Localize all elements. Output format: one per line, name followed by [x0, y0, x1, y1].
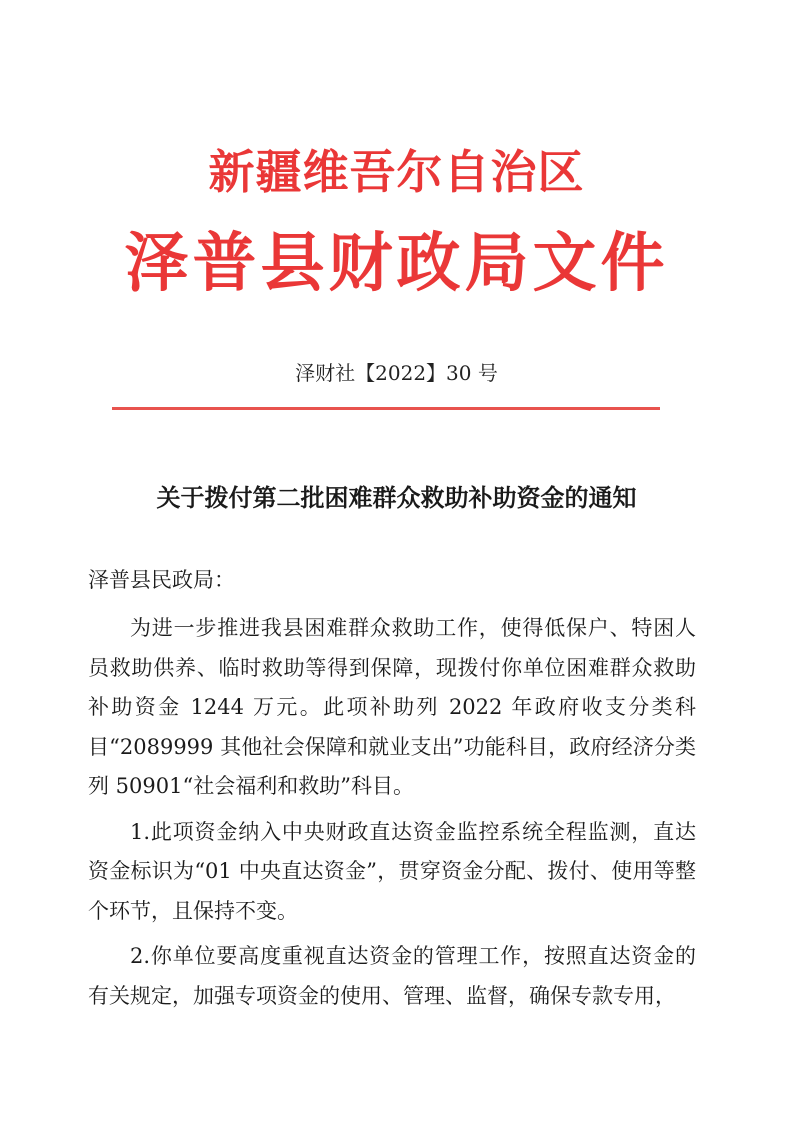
body-text — [88, 609, 696, 1016]
issuer-region-heading: 新疆维吾尔自治区 — [208, 145, 585, 199]
document-title: 关于拨付第二批困难群众救助补助资金的通知 — [156, 483, 637, 512]
red-divider-line — [112, 407, 660, 410]
recipient-line: 泽普县民政局： — [88, 568, 235, 592]
issuer-document-heading: 泽普县财政局文件 — [124, 226, 669, 301]
body-paragraph: 为进一步推进我县困难群众救助工作，使得低保户、特困人员救助供养、临时救助等得到保障，现拨付你单位困难群众救助补助资金 1244 万元。此项补助列 2022 年政府收支分类科目“2089999 其他社会保障和就业支出”功能科目，政府经济分类列 50901“社会福利和救助”科目。 — [88, 616, 696, 798]
document-number: 泽财社【2022】30 号 — [295, 361, 498, 385]
body-paragraph: 1.此项资金纳入中央财政直达资金监控系统全程监测，直达资金标识为“01 中央直达资金”，贯穿资金分配、拨付、使用等整个环节，且保持不变。 — [88, 819, 696, 923]
body-paragraph: 2.你单位要高度重视直达资金的管理工作，按照直达资金的有关规定，加强专项资金的使用、管理、监督，确保专款专用， — [88, 944, 696, 1008]
